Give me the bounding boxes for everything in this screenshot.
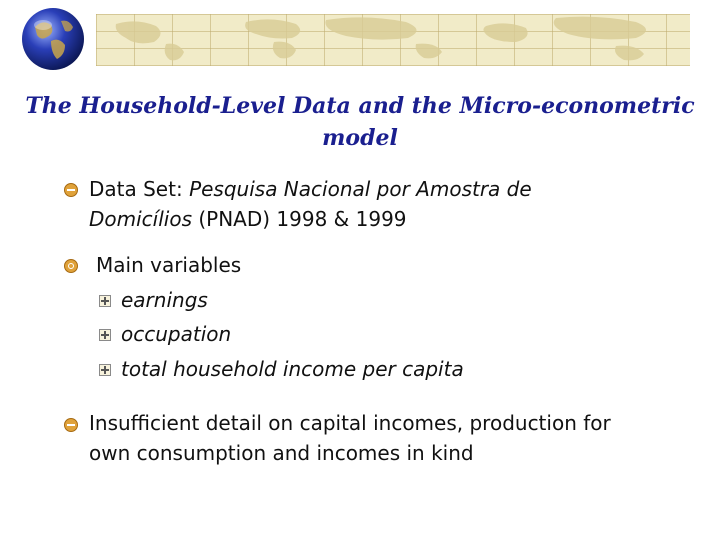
bullet-3-line-1: Insufficient detail on capital incomes, production for — [89, 411, 611, 435]
circle-bullet-icon — [64, 259, 78, 273]
bullet-3-line-2: own consumption and incomes in kind — [89, 441, 474, 465]
sub-item-household-income: total household income per capita — [121, 357, 464, 381]
world-map-banner — [96, 14, 690, 66]
circle-bullet-icon — [64, 418, 78, 432]
title-line-1: The Household-Level Data and the Micro-econometric — [25, 93, 695, 119]
title-line-2: model — [322, 125, 398, 151]
bullet-1-survey-name-cont: Domicílios — [89, 207, 192, 231]
bullet-1-survey-name: Pesquisa Nacional por Amostra de — [189, 177, 532, 201]
sub-item-occupation: occupation — [121, 322, 232, 346]
bullet-1-line-2 — [89, 204, 407, 234]
bullet-1-years: (PNAD) 1998 & 1999 — [192, 207, 407, 231]
slide-title — [20, 90, 700, 154]
sub-item-earnings: earnings — [121, 288, 208, 312]
square-cross-bullet-icon — [99, 329, 111, 341]
globe-icon — [21, 7, 85, 71]
bullet-1-line-1 — [89, 174, 532, 204]
bullet-1-prefix: Data Set: — [89, 177, 190, 201]
bullet-2-text: Main variables — [96, 253, 242, 277]
circle-bullet-icon — [64, 183, 78, 197]
square-cross-bullet-icon — [99, 295, 111, 307]
world-map-graphic — [96, 14, 690, 66]
square-cross-bullet-icon — [99, 364, 111, 376]
